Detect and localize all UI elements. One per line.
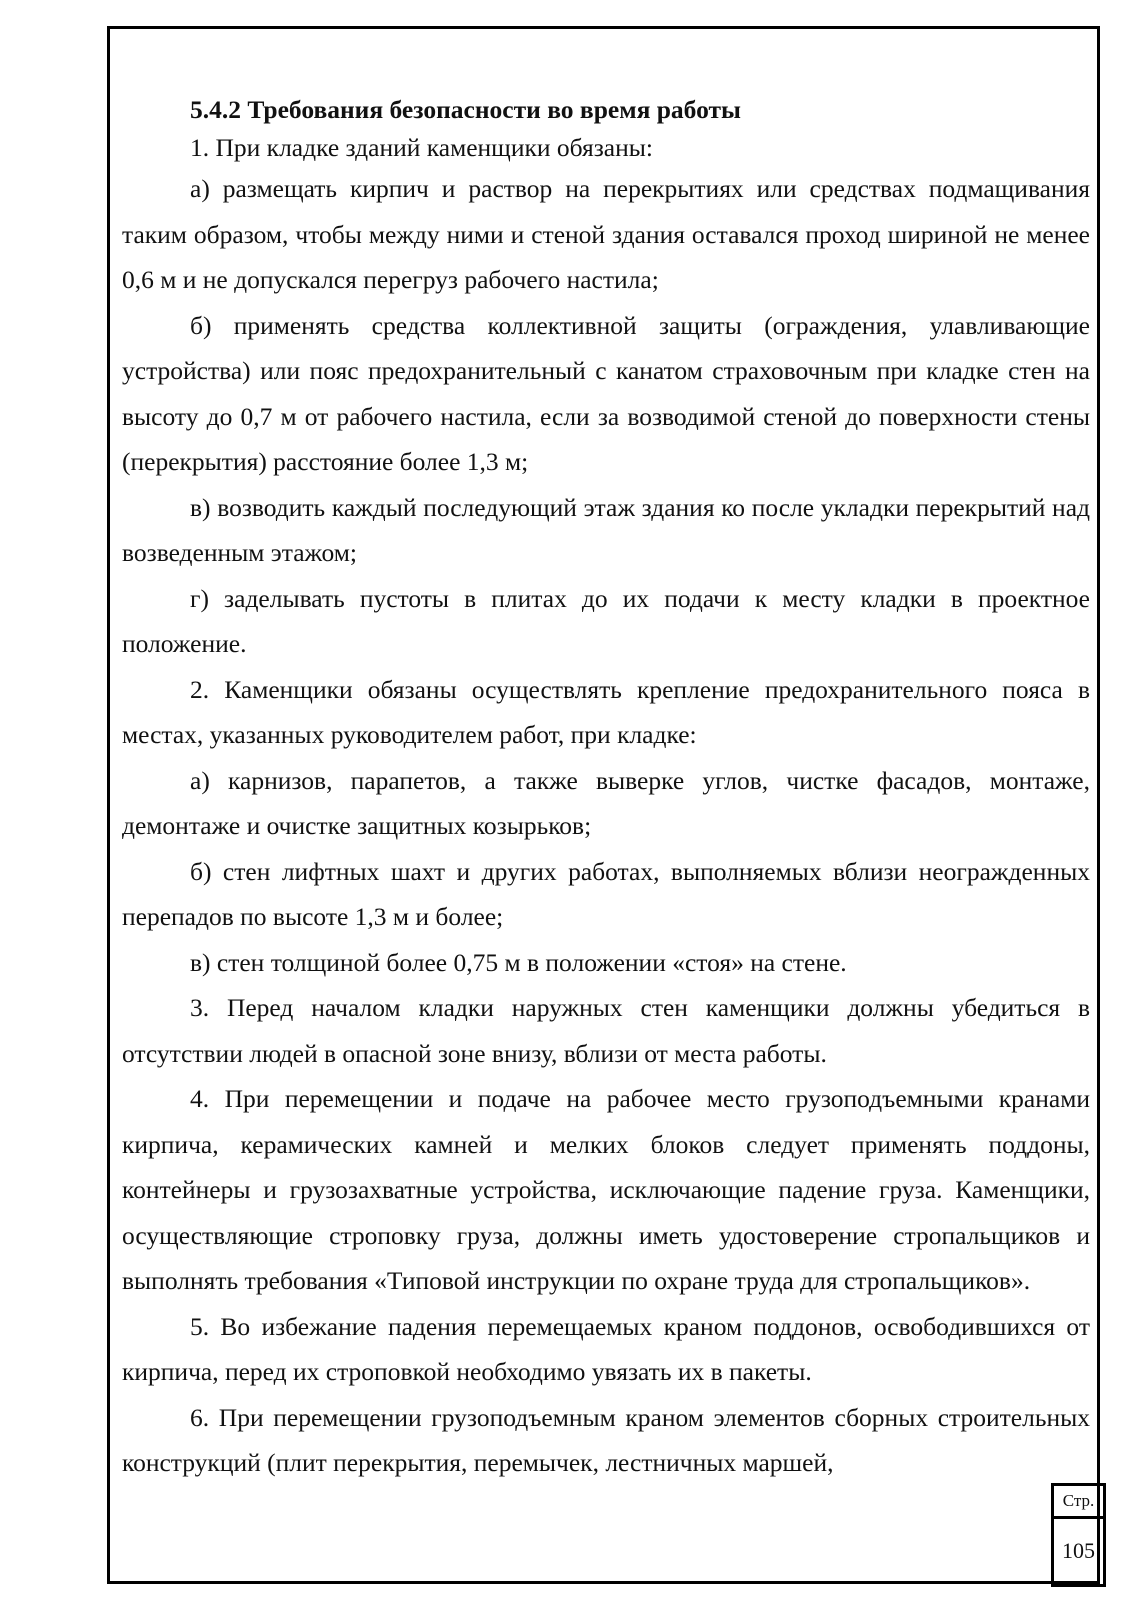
paragraph-3: 3. Перед началом кладки наружных стен каменщики должны убедиться в отсутствии людей в опасной зоне внизу, вблизи от места работы. [122, 993, 1090, 1068]
page-number: 105 [1062, 1538, 1095, 1563]
paragraph-1a: а) размещать кирпич и раствор на перекрытиях или средствах подмащивания таким образом, чтобы между ними и стеной здания оставался проход шириной не менее 0,6 м и не допускался перегруз рабочего настила; [122, 174, 1090, 294]
paragraph-4: 4. При перемещении и подаче на рабочее место грузоподъемными кранами кирпича, керамических камней и мелких блоков следует применять поддоны, контейнеры и грузозахватные устройства, исключающие падение груза. Каменщики, осуществляющие строповку груза, должны иметь удостоверение стропальщиков и выполнять требования «Типовой инструкции по охране труда для стропальщиков». [122, 1084, 1090, 1295]
paragraph-1b: б) применять средства коллективной защиты (ограждения, улавливающие устройства) или пояс предохранительный с канатом страховочным при кладке стен на высоту до 0,7 м от рабочего настила, если за возводимой стеной до поверхности стены (перекрытия) расстояние более 1,3 м; [122, 310, 1090, 476]
paragraph-2b: б) стен лифтных шахт и других работах, выполняемых вблизи неогражденных перепадов по высоте 1,3 м и более; [122, 856, 1090, 931]
paragraph-1v: в) возводить каждый последующий этаж здания ко после укладки перекрытий над возведенным этажом; [122, 492, 1090, 567]
paragraph-2v: в) стен толщиной более 0,75 м в положении «стоя» на стене. [190, 947, 847, 977]
paragraph-5: 5. Во избежание падения перемещаемых краном поддонов, освободившихся от кирпича, перед их строповкой необходимо увязать их в пакеты. [122, 1311, 1090, 1386]
paragraph-1: 1. При кладке зданий каменщики обязаны: [190, 133, 653, 162]
page-number-stamp [1051, 1483, 1106, 1587]
paragraph-2a: а) карнизов, парапетов, а также выверке углов, чистке фасадов, монтаже, демонтаже и очистке защитных козырьков; [122, 765, 1090, 840]
section-heading: 5.4.2 Требования безопасности во время работы [190, 95, 741, 124]
page-label: Стр. [1054, 1486, 1103, 1519]
paragraph-2: 2. Каменщики обязаны осуществлять крепление предохранительного пояса в местах, указанных руководителем работ, при кладке: [122, 674, 1090, 749]
paragraph-6: 6. При перемещении грузоподъемным краном элементов сборных строительных конструкций (плит перекрытия, перемычек, лестничных маршей, [122, 1402, 1090, 1477]
paragraph-1g: г) заделывать пустоты в плитах до их подачи к месту кладки в проектное положение. [122, 583, 1090, 658]
document-body [122, 86, 1090, 1486]
